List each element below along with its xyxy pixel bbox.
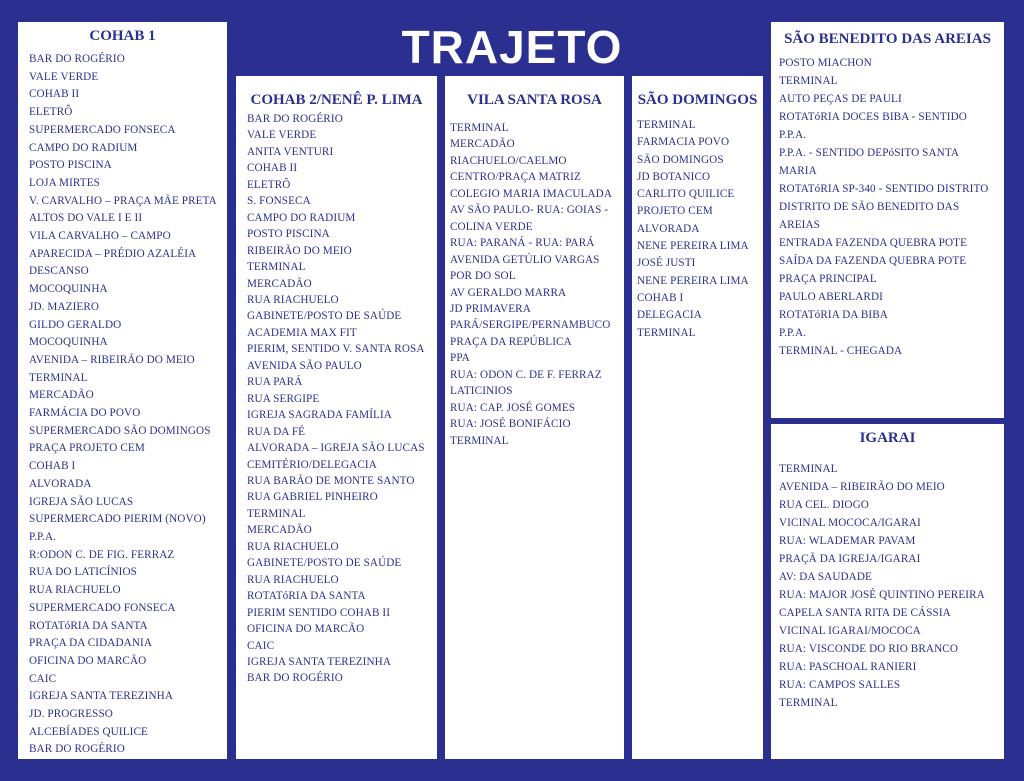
list-item: MERCADÃO	[450, 138, 515, 151]
list-item: TERMINAL	[637, 119, 696, 131]
list-item: SUPERMERCADO FONSECA	[29, 123, 176, 136]
list-item: R:ODON C. DE FIG. FERRAZ	[29, 548, 175, 561]
list-item: IGREJA SÃO LUCAS	[29, 495, 134, 508]
list-item: AVENIDA SÃO PAULO	[247, 359, 362, 372]
list-item: RUA RIACHUELO	[247, 540, 339, 553]
list-item: RUA BARÃO DE MONTE SANTO	[247, 474, 415, 487]
panel-sao-benedito-das-areias	[771, 22, 1004, 418]
list-item: TERMINAL	[247, 507, 306, 520]
panel-heading: IGARAI	[859, 430, 916, 446]
list-item: RIACHUELO/CAELMO	[450, 154, 567, 167]
list-item: OFICINA DO MARCÃO	[29, 654, 147, 667]
list-item: CAIC	[29, 672, 57, 685]
list-item: MOCOQUINHA	[29, 336, 108, 349]
list-item: MERCADÃO	[247, 277, 312, 290]
list-item: IGREJA SANTA TEREZINHA	[29, 690, 174, 703]
list-item: ROTATóRIA DOCES BIBA - SENTIDO	[779, 111, 967, 123]
route-list	[450, 120, 624, 449]
list-item: JD. MAZIERO	[29, 300, 100, 313]
list-item: PRAÇA DA CIDADANIA	[29, 637, 153, 650]
list-item: AUTO PEÇAS DE PAULI	[779, 93, 902, 105]
list-item: CARLITO QUILICE	[637, 188, 735, 201]
list-item: PRAÇA DA REPÚBLICA	[450, 335, 572, 348]
list-item: TERMINAL	[450, 434, 509, 447]
list-item: BAR DO ROGÉRIO	[29, 53, 125, 65]
route-list	[247, 111, 437, 687]
list-item: SUPERMERCADO PIERIM (NOVO)	[29, 513, 206, 526]
list-item: CAMPO DO RADIUM	[29, 141, 138, 154]
list-item: PAULO ABERLARDI	[779, 291, 883, 303]
list-item: GILDO GERALDO	[29, 318, 122, 331]
list-item: SUPERMERCADO SÃO DOMINGOS	[29, 424, 211, 437]
list-item: PRAÇA PROJETO CEM	[29, 442, 145, 455]
list-item: COHAB II	[29, 88, 80, 101]
title-banner	[292, 20, 732, 74]
list-item: RUA: VISCONDE DO RIO BRANCO	[779, 643, 959, 655]
list-item: DESCANSO	[29, 265, 89, 278]
list-item: DELEGACIA	[637, 309, 702, 322]
list-item: ALTOS DO VALE I E II	[29, 212, 143, 225]
panel-heading: SÃO DOMINGOS	[637, 92, 758, 108]
list-item: P.P.A. - SENTIDO DEPóSITO SANTA	[779, 147, 960, 159]
list-item: COHAB II	[247, 162, 298, 175]
list-item: RUA: PASCHOAL RANIERI	[779, 661, 917, 673]
list-item: LOJA MIRTES	[29, 176, 100, 189]
list-item: JOSÉ JUSTI	[637, 257, 696, 270]
list-item: RUA RIACHUELO	[29, 584, 121, 597]
list-item: ELETRÔ	[247, 178, 291, 191]
list-item: ALVORADA	[637, 222, 700, 235]
list-item: AVENIDA – RIBEIRÃO DO MEIO	[779, 481, 945, 493]
list-item: TERMINAL	[779, 75, 838, 87]
list-item: ALCEBÍADES QUILICE	[29, 725, 148, 738]
list-item: RUA RIACHUELO	[247, 293, 339, 306]
list-item: TERMINAL	[247, 261, 306, 274]
list-item: TERMINAL	[779, 697, 838, 709]
list-item: RUA: MAJOR JOSÉ QUINTINO PEREIRA	[779, 589, 985, 601]
list-item: PARÁ/SERGIPE/PERNAMBUCO	[450, 319, 611, 332]
list-item: LATICINIOS	[450, 385, 513, 398]
list-item: VICINAL IGARAI/MOCOCA	[779, 625, 921, 637]
panel-heading: VILA SANTA ROSA	[467, 92, 602, 108]
list-item: ACADEMIA MAX FIT	[247, 326, 357, 339]
list-item: JD PRIMAVERA	[450, 302, 531, 315]
list-item: RUA: CAMPOS SALLES	[779, 679, 901, 691]
list-item: VALE VERDE	[247, 129, 317, 142]
list-item: AREIAS	[779, 219, 821, 231]
list-item: MERCADÃO	[29, 389, 94, 402]
list-item: RUA CEL. DIOGO	[779, 499, 869, 511]
list-item: COLINA VERDE	[450, 220, 533, 233]
list-item: ANITA VENTURI	[247, 145, 334, 158]
list-item: RUA: CAP. JOSÉ GOMES	[450, 401, 576, 414]
panel-cohab-1	[18, 22, 227, 759]
route-list	[779, 460, 1004, 712]
list-item: TERMINAL - CHEGADA	[779, 345, 903, 357]
list-item: SÃO DOMINGOS	[637, 153, 724, 166]
list-item: V. CARVALHO – PRAÇA MÃE PRETA	[29, 194, 217, 207]
list-item: ALVORADA – IGREJA SÃO LUCAS	[247, 442, 425, 455]
list-item: RUA RIACHUELO	[247, 573, 339, 586]
list-item: ENTRADA FAZENDA QUEBRA POTE	[779, 237, 968, 249]
list-item: PPA	[450, 352, 470, 365]
route-list	[29, 51, 227, 759]
list-item: FARMÁCIA DO POVO	[29, 407, 141, 420]
list-item: VILA CARVALHO – CAMPO	[29, 230, 171, 243]
panel-heading: SÃO BENEDITO DAS AREIAS	[784, 31, 991, 47]
list-item: VICINAL MOCOCA/IGARAI	[779, 517, 921, 529]
list-item: RUA: JOSÉ BONIFÁCIO	[450, 418, 571, 431]
list-item: TERMINAL	[450, 122, 509, 134]
list-item: PIERIM SENTIDO COHAB II	[247, 606, 391, 619]
list-item: AV SÃO PAULO- RUA: GOIAS -	[450, 204, 609, 217]
list-item: RUA DO LATICÍNIOS	[29, 566, 137, 579]
list-item: JD. PROGRESSO	[29, 708, 113, 721]
route-list	[637, 117, 763, 342]
list-item: COLEGIO MARIA IMACULADA	[450, 187, 613, 200]
list-item: TERMINAL	[779, 463, 838, 475]
list-item: P.P.A.	[779, 129, 807, 141]
list-item: APARECIDA – PRÉDIO AZALÉIA	[29, 247, 197, 260]
list-item: RUA: ODON C. DE F. FERRAZ	[450, 368, 602, 381]
list-item: BAR DO ROGÉRIO	[247, 113, 343, 125]
panel-cohab-2	[236, 76, 437, 759]
list-item: P.P.A.	[29, 530, 57, 543]
list-item: DISTRITO DE SÃO BENEDITO DAS	[779, 201, 960, 213]
list-item: FARMACIA POVO	[637, 136, 730, 149]
list-item: RUA SERGIPE	[247, 392, 320, 405]
list-item: IGREJA SAGRADA FAMÍLIA	[247, 409, 392, 422]
list-item: AV: DA SAUDADE	[779, 571, 872, 583]
list-item: NENE PEREIRA LIMA	[637, 240, 749, 253]
list-item: POSTO PISCINA	[247, 228, 330, 241]
list-item: ROTATóRIA SP-340 - SENTIDO DISTRITO	[779, 183, 989, 195]
list-item: RIBEIRÃO DO MEIO	[247, 244, 352, 257]
list-item: RUA DA FÉ	[247, 425, 306, 438]
list-item: GABINETE/POSTO DE SAÚDE	[247, 310, 402, 323]
list-item: BAR DO ROGÉRIO	[247, 672, 343, 685]
list-item: POR DO SOL	[450, 270, 516, 283]
list-item: SUPERMERCADO FONSECA	[29, 601, 176, 614]
list-item: PRAÇA PRINCIPAL	[779, 273, 877, 285]
panel-vila-santa-rosa	[445, 76, 624, 759]
list-item: S. FONSECA	[247, 195, 311, 208]
list-item: RUA: WLADEMAR PAVAM	[779, 535, 916, 547]
list-item: MERCADÃO	[247, 524, 312, 537]
list-item: PROJETO CEM	[637, 205, 713, 218]
list-item: MOCOQUINHA	[29, 283, 108, 296]
list-item: AVENIDA GETÚLIO VARGAS	[450, 253, 600, 266]
list-item: CAMPO DO RADIUM	[247, 211, 356, 224]
panel-heading: COHAB 1	[89, 28, 156, 44]
list-item: CAIC	[247, 639, 275, 652]
list-item: VALE VERDE	[29, 70, 99, 83]
list-item: SAÍDA DA FAZENDA QUEBRA POTE	[779, 255, 967, 267]
list-item: NENE PEREIRA LIMA	[637, 274, 749, 287]
panel-heading: COHAB 2/NENÊ P. LIMA	[250, 92, 423, 108]
list-item: ROTATóRIA DA SANTA	[29, 619, 148, 632]
list-item: JD BOTANICO	[637, 170, 711, 183]
list-item: COHAB I	[637, 291, 684, 304]
list-item: ELETRÔ	[29, 106, 73, 119]
list-item: TERMINAL	[29, 371, 88, 384]
route-list	[779, 54, 1004, 360]
list-item: PRAÇÃ DA IGREJA/IGARAI	[779, 553, 921, 565]
list-item: RUA PARÁ	[247, 376, 303, 389]
list-item: AV GERALDO MARRA	[450, 286, 567, 299]
list-item: OFICINA DO MARCÃO	[247, 623, 365, 636]
list-item: RUA GABRIEL PINHEIRO	[247, 491, 378, 504]
list-item: ALVORADA	[29, 477, 92, 490]
list-item: TERMINAL	[637, 326, 696, 339]
list-item: COHAB I	[29, 460, 76, 473]
list-item: ROTATóRIA DA SANTA	[247, 590, 366, 603]
panel-igarai	[771, 424, 1004, 759]
list-item: GABINETE/POSTO DE SAÚDE	[247, 557, 402, 570]
list-item: CAPELA SANTA RITA DE CÁSSIA	[779, 607, 951, 619]
list-item: POSTO PISCINA	[29, 159, 112, 172]
list-item: POSTO MIACHON	[779, 57, 872, 69]
list-item: MARIA	[779, 165, 817, 177]
list-item: RUA: PARANÁ - RUA: PARÁ	[450, 237, 595, 250]
list-item: PIERIM, SENTIDO V. SANTA ROSA	[247, 343, 425, 356]
list-item: AVENIDA – RIBEIRÃO DO MEIO	[29, 353, 195, 366]
list-item: ROTATóRIA DA BIBA	[779, 309, 888, 321]
list-item: CEMITÉRIO/DELEGACIA	[247, 458, 377, 471]
list-item: BAR DO ROGÉRIO	[29, 743, 125, 756]
list-item: CENTRO/PRAÇA MATRIZ	[450, 171, 581, 184]
list-item: P.P.A.	[779, 327, 807, 339]
page-title: TRAJETO	[401, 21, 623, 73]
panel-sao-domingos	[632, 76, 763, 759]
list-item: IGREJA SANTA TEREZINHA	[247, 655, 392, 668]
